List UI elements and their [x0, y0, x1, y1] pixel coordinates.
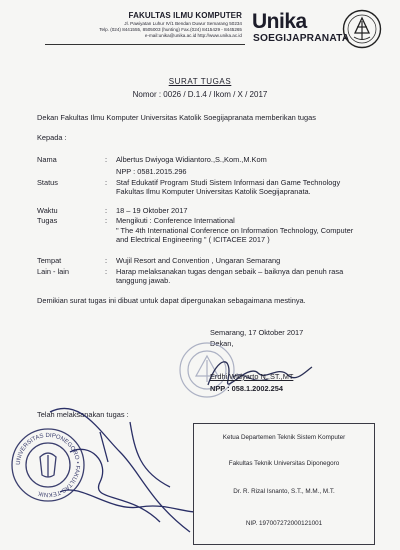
letter-title: SURAT TUGAS [168, 77, 232, 86]
tugas-label: Tugas [37, 216, 58, 225]
signer-role: Dekan, [210, 339, 234, 348]
logo-subtitle: SOEGIJAPRANATA [253, 33, 350, 44]
colon: : [105, 155, 108, 164]
letter-number: Nomor : 0026 / D.1.4 / Ikom / X / 2017 [132, 90, 268, 99]
telah-label: Telah melaksanakan tugas : [37, 410, 129, 419]
lain-value: Harap melaksanakan tugas dengan sebaik – baiknya dan penuh rasa tanggung jawab. [116, 267, 344, 286]
box-line-faculty: Fakultas Teknik Universitas Diponegoro [228, 460, 340, 467]
colon: : [105, 206, 108, 215]
waktu-value: 18 – 19 Oktober 2017 [116, 206, 188, 215]
address-line: Jl. Pawiyatan Luhur IV/1 Bendan Duwur Semarang 50234 [124, 21, 242, 26]
signer-name: Erdhi Widyarto N.,ST.,MT [210, 372, 294, 381]
colon: : [105, 216, 108, 225]
tempat-value: Wujil Resort and Convention , Ungaran Semarang [116, 256, 281, 265]
header-rule [45, 44, 245, 45]
lain-label: Lain - lain [37, 267, 70, 276]
faculty-name: FAKULTAS ILMU KOMPUTER [128, 11, 242, 20]
waktu-label: Waktu [37, 206, 58, 215]
box-line-nip: NIP. 197007272000121001 [245, 520, 323, 527]
box-line-position: Ketua Departemen Teknik Sistem Komputer [222, 434, 346, 441]
status-label: Status [37, 178, 58, 187]
intro-text: Dekan Fakultas Ilmu Komputer Universitas Katolik Soegijapranata memberikan tugas [37, 113, 316, 122]
nama-label: Nama [37, 155, 57, 164]
nama-value: Albertus Dwiyoga Widiantoro.,S.,Kom.,M.Kom [116, 155, 267, 164]
address-line: e-mail:unika@unika.ac.id http://www.unika.ac.id [144, 33, 242, 38]
acknowledgement-box [193, 423, 375, 545]
colon: : [105, 178, 108, 187]
signer-npp: NPP : 058.1.2002.254 [210, 384, 284, 393]
tugas-value: " The 4th International Conference on Information Technology, Computer and Electrical Engineering " ( ICITACEE 2017 ) [116, 226, 354, 245]
place-date: Semarang, 17 Oktober 2017 [210, 328, 304, 337]
university-seal-icon [342, 9, 382, 49]
closing-text: Demikian surat tugas ini dibuat untuk dapat dipergunakan sebagaimana mestinya. [37, 296, 306, 305]
status-value: Staf Edukatif Program Studi Sistem Informasi dan Game Technology Fakultas Ilmu Komputer Universitas Katolik Soegijapranata. [116, 178, 341, 197]
colon: : [105, 267, 108, 276]
svg-text:UNIVERSITAS DIPONEGORO • FAKUL: UNIVERSITAS DIPONEGORO • FAKULTAS TEKNIK [15, 432, 81, 498]
logo-word: Unika [252, 10, 307, 33]
tempat-label: Tempat [37, 256, 62, 265]
head-signature-icon [40, 392, 210, 542]
box-line-name: Dr. R. Rizal Isnanto, S.T., M.M., M.T. [233, 488, 335, 495]
npp-value: NPP : 0581.2015.296 [116, 167, 187, 176]
colon: : [105, 256, 108, 265]
tugas-lead: Mengikuti : Conference International [116, 216, 235, 225]
kepada-label: Kepada : [37, 133, 67, 142]
address-line: Telp. (024) 8441555, 8505003 (hunting) Fax.(024) 8415429 - 8445265 [99, 27, 242, 32]
